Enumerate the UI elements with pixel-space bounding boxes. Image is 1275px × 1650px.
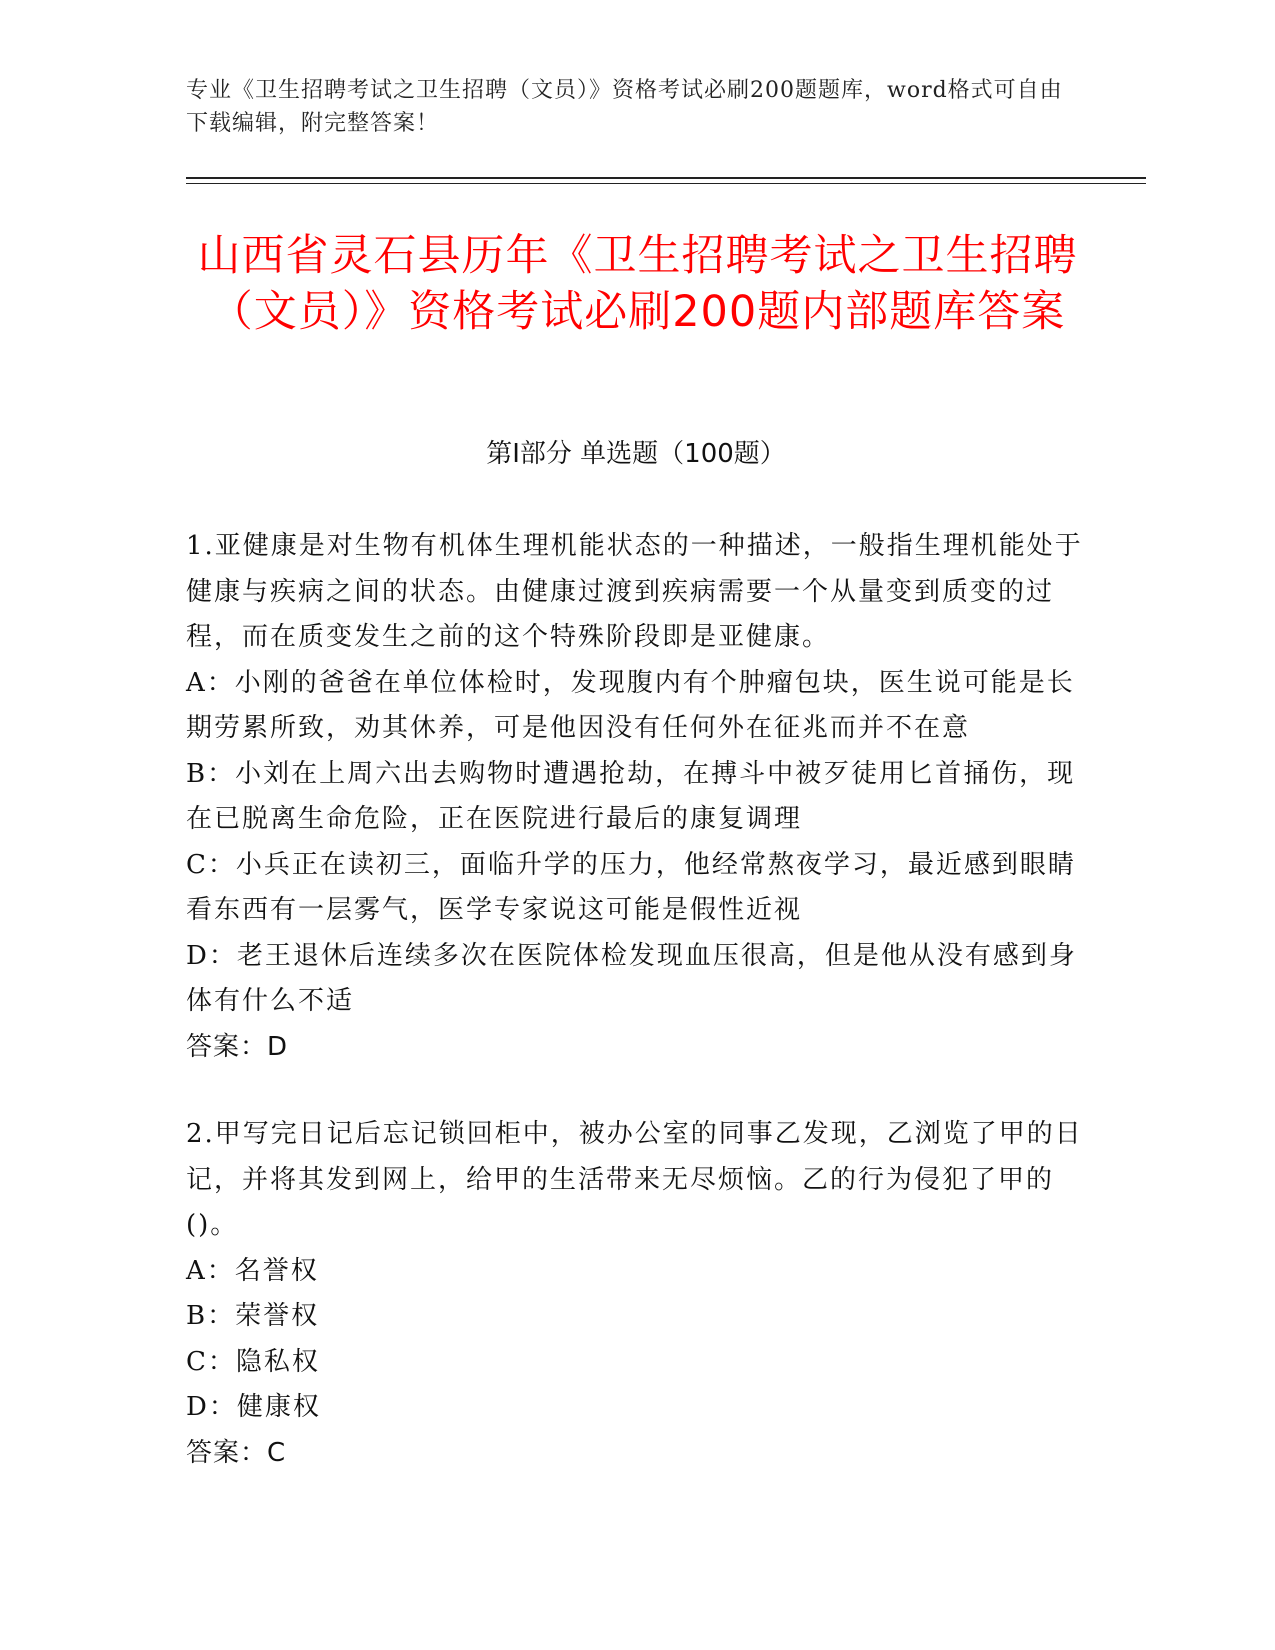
header-rule-thick bbox=[186, 177, 1146, 179]
question-stem: 1.亚健康是对生物有机体生理机能状态的一种描述，一般指生理机能处于健康与疾病之间的状态。由健康过渡到疾病需要一个从量变到质变的过程，而在质变发生之前的这个特殊阶段即是亚健康。 bbox=[186, 531, 1083, 652]
option-c: C：隐私权 bbox=[186, 1346, 320, 1377]
header-note: 专业《卫生招聘考试之卫生招聘（文员）》资格考试必刷200题题库，word格式可自由下载编辑，附完整答案！ bbox=[186, 78, 1063, 136]
question-stem: 2.甲写完日记后忘记锁回柜中，被办公室的同事乙发现，乙浏览了甲的日记，并将其发到网上，给甲的生活带来无尽烦恼。乙的行为侵犯了甲的()。 bbox=[186, 1119, 1083, 1240]
option-b: B：小刘在上周六出去购物时遭遇抢劫，在搏斗中被歹徒用匕首捅伤，现在已脱离生命危险，正在医院进行最后的康复调理 bbox=[186, 758, 1076, 834]
header-rule-thin bbox=[186, 183, 1146, 184]
option-d: D：老王退休后连续多次在医院体检发现血压很高，但是他从没有感到身体有什么不适 bbox=[186, 940, 1077, 1016]
option-a: A：名誉权 bbox=[186, 1255, 319, 1286]
answer: 答案：C bbox=[186, 1437, 287, 1468]
answer: 答案：D bbox=[186, 1031, 289, 1062]
question-2 bbox=[186, 1112, 1086, 1476]
option-c: C：小兵正在读初三，面临升学的压力，他经常熬夜学习，最近感到眼睛看东西有一层雾气，医学专家说这可能是假性近视 bbox=[186, 849, 1076, 925]
section-title: 第Ⅰ部分 单选题（100题） bbox=[486, 439, 786, 469]
question-1 bbox=[186, 524, 1086, 1070]
option-d: D：健康权 bbox=[186, 1392, 321, 1422]
option-a: A：小刚的爸爸在单位体检时，发现腹内有个肿瘤包块，医生说可能是长期劳累所致，劝其休养，可是他因没有任何外在征兆而并不在意 bbox=[186, 667, 1075, 743]
document-title: 山西省灵石县历年《卫生招聘考试之卫生招聘（文员）》资格考试必刷200题内部题库答案 bbox=[197, 231, 1078, 337]
option-b: B：荣誉权 bbox=[186, 1301, 320, 1331]
